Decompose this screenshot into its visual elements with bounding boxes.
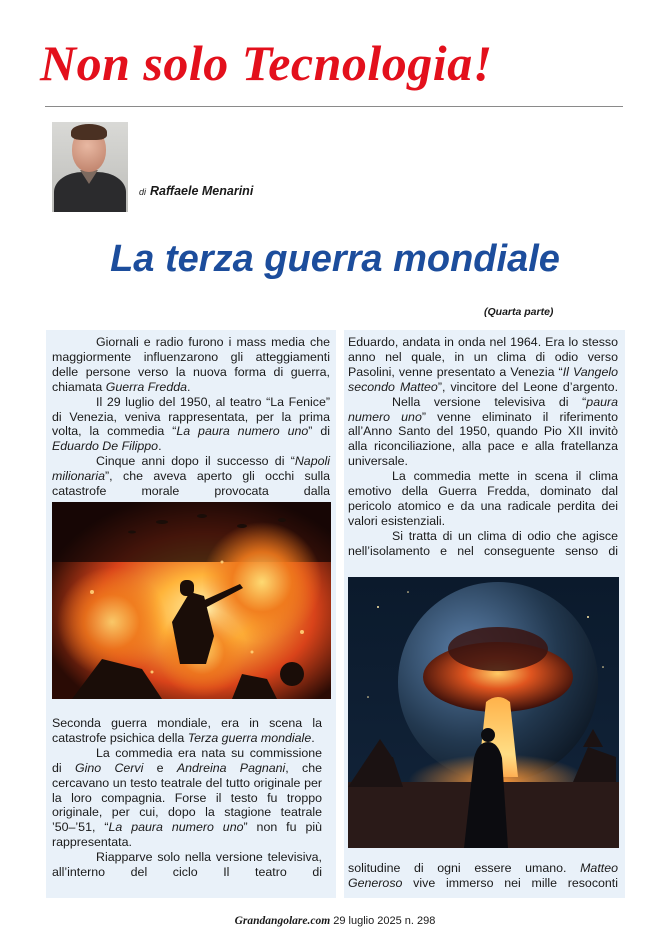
masthead-title: Non solo Tecnologia! (40, 35, 493, 91)
right-column-top-text (348, 335, 618, 559)
footer (0, 915, 670, 927)
author-photo (52, 122, 128, 212)
paragraph: La commedia era nata su commissione di Gino Cervi e Andreina Pagnani, che cercavano un testo teatrale del tutto originale per la loro compagnia. Forse il testo fu troppo originale, per cui, dopo la stagione teatrale ’50–’51, “La paura numero uno” non fu più rappresentata. (52, 745, 323, 850)
right-column-bottom-text (348, 861, 618, 891)
paragraph: Cinque anni dopo il successo di “Napoli milionaria”, che aveva aperto gli occhi sulla catastrofe morale provocata dalla (52, 454, 330, 499)
author-name: Raffaele Menarini (150, 184, 254, 198)
footer-site: Grandangolare.com (234, 915, 331, 927)
paragraph: Nella versione televisiva di “paura numero uno” venne eliminato il riferimento all’Anno Santo del 1950, quando Pio XII invitò alla riconciliazione, alla pace e alla fratellanza universale. (348, 394, 618, 469)
left-column-top-text (52, 335, 330, 499)
war-battle-illustration (52, 502, 331, 699)
paragraph: Riapparve solo nella versione televisiva, all’interno del ciclo Il teatro di (52, 850, 322, 880)
paragraph: solitudine di ogni essere umano. Matteo Generoso vive immerso nei mille resoconti (348, 861, 618, 890)
footer-issue: 29 luglio 2025 n. 298 (333, 915, 436, 927)
paragraph: Si tratta di un clima di odio che agisce nell’isolamento e nel conseguente senso di (348, 528, 618, 558)
paragraph: Giornali e radio furono i mass media che maggiormente influenzarono gli atteggiamenti delle persone verso la nuova forma di guerra, chiamata Guerra Fredda. (52, 335, 330, 394)
part-label: (Quarta parte) (484, 306, 554, 318)
article-title: La terza guerra mondiale (110, 238, 560, 280)
paragraph: Il 29 luglio del 1950, al teatro “La Fenice” di Venezia, veniva rappresentata, per la prima volta, la commedia “La paura numero uno” di Eduardo De Filippo. (52, 394, 330, 454)
byline-prefix: di (139, 187, 147, 197)
header-divider (45, 106, 623, 107)
paragraph: Eduardo, andata in onda nel 1964. Era lo stesso anno nel quale, in un clima di odio verso Pasolini, venne presentato a Venezia “Il Vangelo secondo Matteo”, vincitore del Leone d’argento. (348, 335, 619, 394)
left-column-bottom-text (52, 716, 322, 880)
paragraph: La commedia mette in scena il clima emotivo della Guerra Fredda, dominato dal pericolo atomico e da una radicale perdita dei valori esistenziali. (348, 469, 618, 528)
byline (139, 184, 253, 198)
nuclear-explosion-illustration (348, 577, 619, 848)
paragraph: Seconda guerra mondiale, era in scena la catastrofe psichica della Terza guerra mondiale. (52, 716, 322, 745)
